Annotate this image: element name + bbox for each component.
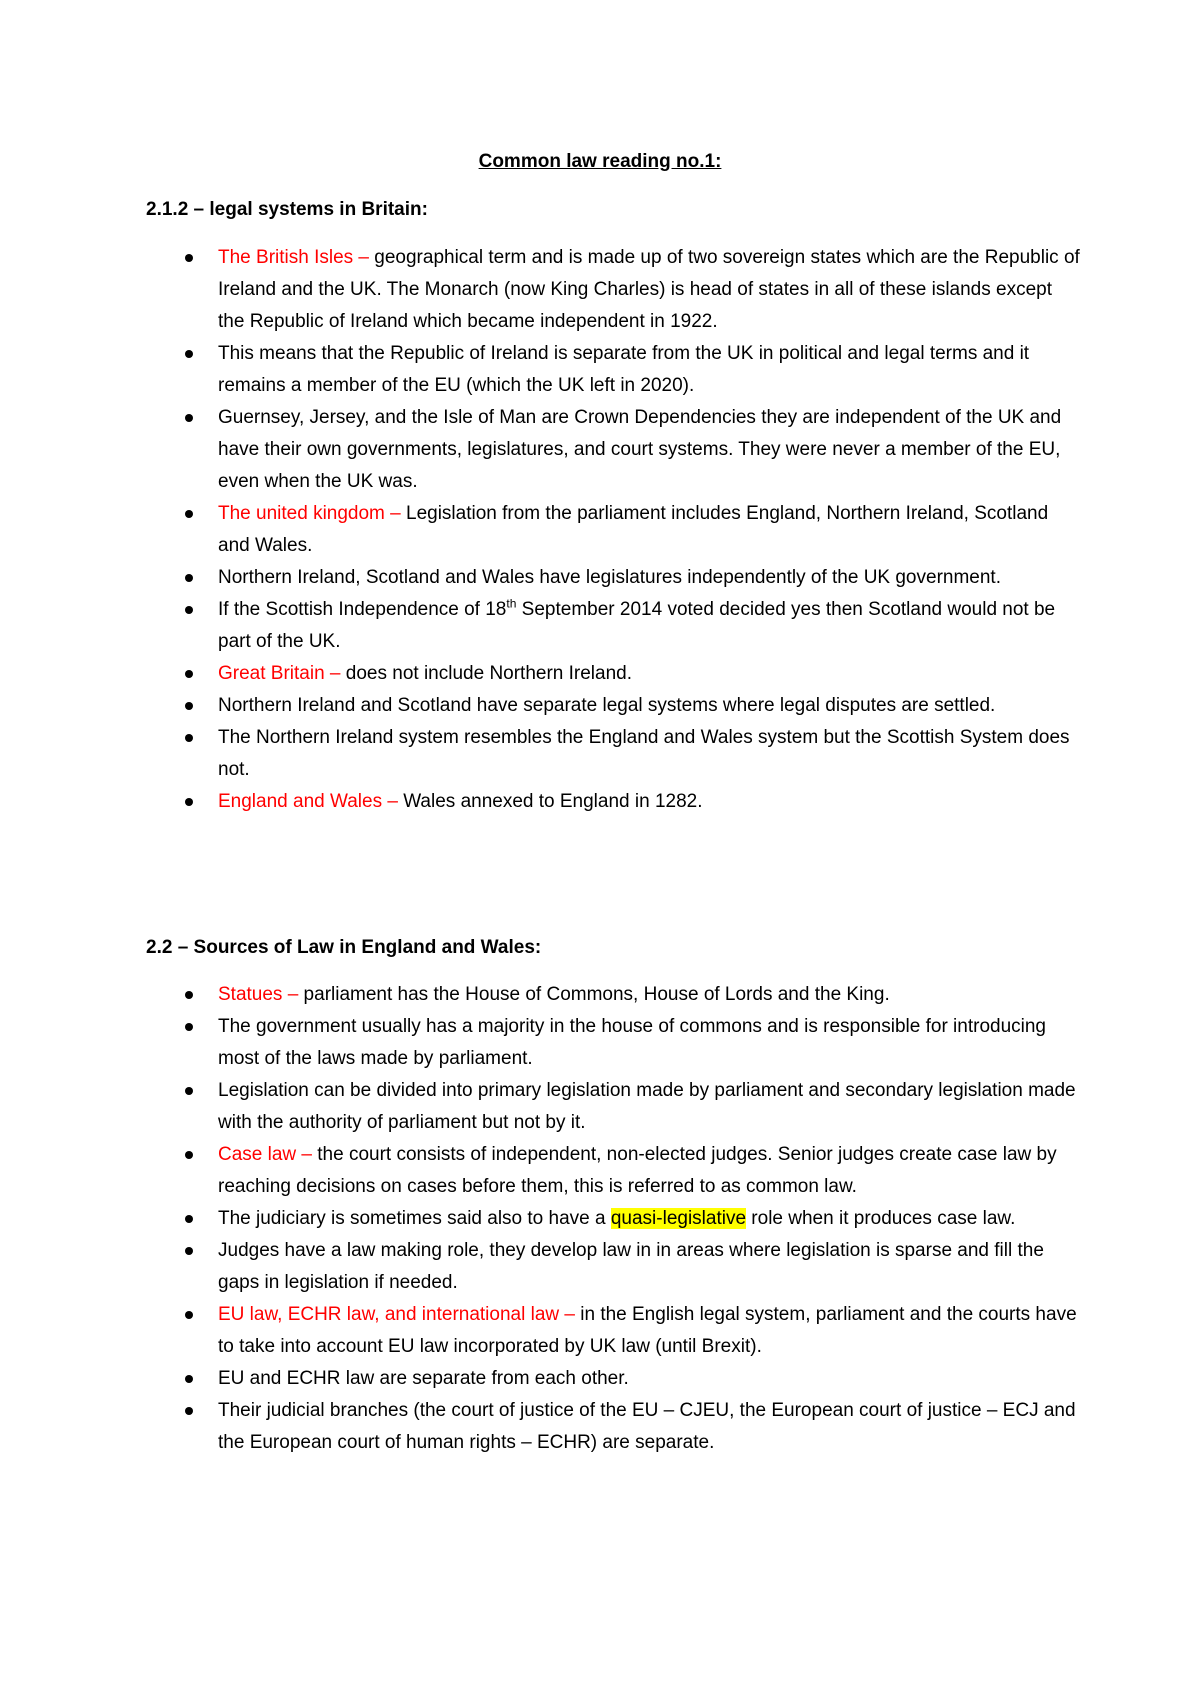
- document-title: Common law reading no.1:: [478, 151, 722, 172]
- bullet-icon: [185, 1151, 193, 1159]
- list-item: [0, 1139, 1200, 1203]
- item-text: the court consists of independent, non-elected judges. Senior judges create case law by reaching decisions on cases before them, this is referred to as common law.: [218, 1144, 1057, 1197]
- bullet-icon: [185, 1023, 193, 1031]
- bullet-icon: [185, 414, 193, 422]
- list-item: [0, 594, 1200, 658]
- item-text: parliament has the House of Commons, House of Lords and the King.: [298, 984, 890, 1005]
- list-item: [0, 1235, 1200, 1299]
- bullet-icon: [185, 670, 193, 678]
- bullet-icon: [185, 1311, 193, 1319]
- item-text: This means that the Republic of Ireland is separate from the UK in political and legal terms and it remains a member of the EU (which the UK left in 2020).: [218, 343, 1030, 396]
- sources-of-law-list: [0, 979, 1200, 1459]
- list-item: [0, 242, 1200, 338]
- item-text: Wales annexed to England in 1282.: [397, 791, 703, 812]
- item-text: The judiciary is sometimes said also to have a: [218, 1208, 611, 1229]
- superscript: th: [506, 596, 517, 611]
- list-item: [0, 338, 1200, 402]
- legal-systems-list: [0, 242, 1200, 818]
- bullet-icon: [185, 1247, 193, 1255]
- bullet-icon: [185, 702, 193, 710]
- term-label: The British Isles –: [218, 247, 369, 268]
- list-item: [0, 1011, 1200, 1075]
- list-item: [0, 402, 1200, 498]
- bullet-icon: [185, 606, 193, 614]
- term-label: England and Wales –: [218, 791, 398, 812]
- item-text: Legislation from the parliament includes England, Northern Ireland, Scotland and Wales.: [218, 503, 1049, 556]
- term-label: EU law, ECHR law, and international law –: [218, 1304, 575, 1325]
- list-item: [0, 1299, 1200, 1363]
- item-text: Judges have a law making role, they develop law in in areas where legislation is sparse and fill the gaps in legislation if needed.: [218, 1240, 1044, 1293]
- bullet-icon: [185, 254, 193, 262]
- item-text: Northern Ireland, Scotland and Wales have legislatures independently of the UK government.: [218, 567, 1001, 588]
- bullet-icon: [185, 798, 193, 806]
- item-text: Northern Ireland and Scotland have separate legal systems where legal disputes are settled.: [218, 695, 996, 716]
- item-text: If the Scottish Independence of 18: [218, 599, 507, 620]
- item-text: The Northern Ireland system resembles the England and Wales system but the Scottish System does not.: [218, 727, 1070, 780]
- item-text: does not include Northern Ireland.: [340, 663, 633, 684]
- term-label: Great Britain –: [218, 663, 341, 684]
- term-label: The united kingdom –: [218, 503, 401, 524]
- term-label: Case law –: [218, 1144, 312, 1165]
- item-text: Their judicial branches (the court of justice of the EU – CJEU, the European court of justice – ECJ and the European court of human rights – ECHR) are separate.: [218, 1400, 1076, 1453]
- bullet-icon: [185, 350, 193, 358]
- bullet-icon: [185, 991, 193, 999]
- bullet-icon: [185, 1087, 193, 1095]
- bullet-icon: [185, 510, 193, 518]
- list-item: [0, 498, 1200, 562]
- item-text: Guernsey, Jersey, and the Isle of Man are Crown Dependencies they are independent of the UK and have their own governments, legislatures, and court systems. They were never a member of the EU, even when the UK was.: [218, 407, 1062, 492]
- list-item: [0, 1395, 1200, 1459]
- item-text: The government usually has a majority in the house of commons and is responsible for introducing most of the laws made by parliament.: [218, 1016, 1046, 1069]
- bullet-icon: [185, 1215, 193, 1223]
- item-text: EU and ECHR law are separate from each other.: [218, 1368, 629, 1389]
- list-item: [0, 1363, 1200, 1395]
- item-text: in the English legal system, parliament and the courts have to take into account EU law incorporated by UK law (until Brexit).: [218, 1304, 1077, 1357]
- list-item: [0, 722, 1200, 786]
- bullet-icon: [185, 1375, 193, 1383]
- item-text: September 2014 voted decided yes then Scotland would not be part of the UK.: [218, 599, 1056, 652]
- item-text: Legislation can be divided into primary legislation made by parliament and secondary legislation made with the authority of parliament but not by it.: [218, 1080, 1076, 1133]
- bullet-icon: [185, 1407, 193, 1415]
- list-item: [0, 979, 1200, 1011]
- list-item: [0, 1203, 1200, 1235]
- section-heading-legal-systems: 2.1.2 – legal systems in Britain:: [146, 199, 428, 220]
- list-item: [0, 658, 1200, 690]
- bullet-icon: [185, 734, 193, 742]
- section-heading-sources-of-law: 2.2 – Sources of Law in England and Wales:: [146, 937, 542, 958]
- bullet-icon: [185, 574, 193, 582]
- item-text: role when it produces case law.: [746, 1208, 1016, 1229]
- list-item: [0, 1075, 1200, 1139]
- term-label: Statues –: [218, 984, 299, 1005]
- list-item: [0, 786, 1200, 818]
- list-item: [0, 690, 1200, 722]
- item-text: geographical term and is made up of two sovereign states which are the Republic of Ireland and the UK. The Monarch (now King Charles) is head of states in all of these islands except the Republic of Ireland which became independent in 1922.: [218, 247, 1080, 332]
- highlighted-term: quasi-legislative: [610, 1208, 747, 1229]
- list-item: [0, 562, 1200, 594]
